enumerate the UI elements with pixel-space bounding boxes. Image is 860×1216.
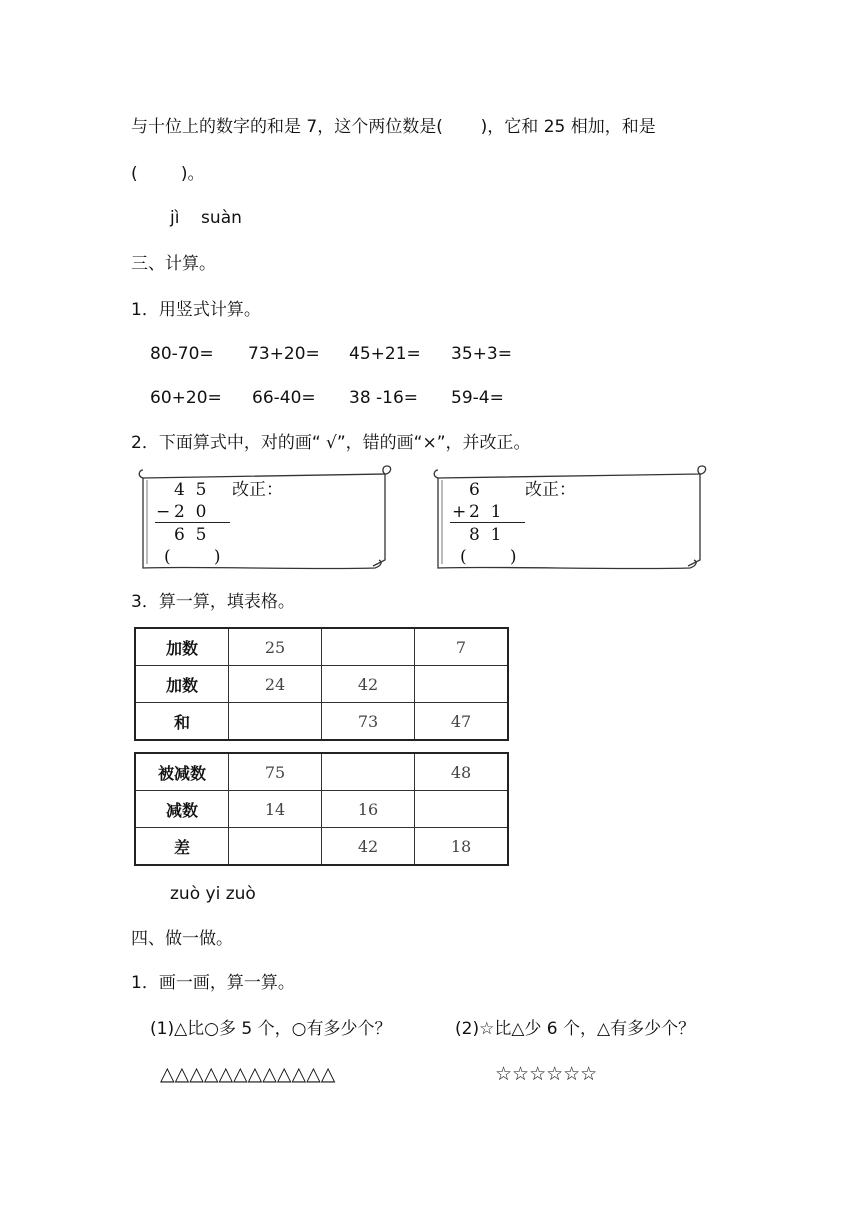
section-4-title: 四、做一做。 — [131, 929, 233, 949]
table-cell: 24 — [229, 666, 322, 703]
equation: 45+21= — [349, 344, 421, 364]
table-row — [135, 828, 508, 866]
left-top-number: 4 5 — [174, 480, 207, 500]
table-cell: 16 — [322, 791, 415, 828]
table-cell: 73 — [322, 703, 415, 741]
intro-line-1: 与十位上的数字的和是 7，这个两位数是( )，它和 25 相加，和是 — [131, 117, 656, 137]
table-header-cell: 和 — [135, 703, 229, 741]
subtraction-table — [134, 752, 509, 866]
equation: 35+3= — [451, 344, 512, 364]
pinyin-jisuan: jì suàn — [170, 208, 242, 228]
table-row — [135, 791, 508, 828]
table-header-cell: 差 — [135, 828, 229, 866]
table-cell — [415, 791, 509, 828]
table-cell: 42 — [322, 828, 415, 866]
table-row — [135, 666, 508, 703]
intro-line-2: ( )。 — [131, 164, 205, 184]
equation: 60+20= — [150, 388, 222, 408]
table-cell: 75 — [229, 753, 322, 791]
table-cell: 18 — [415, 828, 509, 866]
table-cell — [322, 753, 415, 791]
left-result: 6 5 — [174, 525, 207, 545]
equation: 66-40= — [252, 388, 316, 408]
left-answer-paren: ( ) — [164, 547, 221, 567]
table-row — [135, 703, 508, 741]
equation: 73+20= — [248, 344, 320, 364]
table-row — [135, 753, 508, 791]
right-sum-line — [450, 522, 525, 523]
pinyin-zuoyizuo: zuò yi zuò — [170, 884, 256, 904]
question-3-title: 3．算一算，填表格。 — [131, 592, 295, 612]
table-header-cell: 减数 — [135, 791, 229, 828]
left-operator: − — [156, 502, 171, 522]
table-cell — [229, 703, 322, 741]
right-second-number: 2 1 — [469, 502, 502, 522]
table-row — [135, 628, 508, 666]
equation: 59-4= — [451, 388, 504, 408]
equation: 38 -16= — [349, 388, 419, 408]
table-cell: 42 — [322, 666, 415, 703]
question-2-title: 2．下面算式中，对的画“ √”，错的画“×”，并改正。 — [131, 433, 531, 453]
right-correct-label: 改正： — [525, 480, 576, 500]
table-cell — [229, 828, 322, 866]
problem-2: (2)☆比△少 6 个，△有多少个？ — [455, 1019, 696, 1039]
table-cell — [415, 666, 509, 703]
right-top-number: 6 — [469, 480, 480, 500]
table-header-cell: 加数 — [135, 666, 229, 703]
triangle-row: △△△△△△△△△△△△ — [160, 1063, 336, 1085]
table-header-cell: 加数 — [135, 628, 229, 666]
table-cell: 7 — [415, 628, 509, 666]
question-1-title: 1．用竖式计算。 — [131, 300, 261, 320]
equation: 80-70= — [150, 344, 214, 364]
addition-table — [134, 627, 509, 741]
table-cell: 25 — [229, 628, 322, 666]
left-second-number: 2 0 — [174, 502, 207, 522]
right-result: 8 1 — [469, 525, 502, 545]
problem-1: (1)△比○多 5 个，○有多少个？ — [150, 1019, 392, 1039]
section-3-title: 三、计算。 — [131, 254, 216, 274]
right-answer-paren: ( ) — [460, 547, 517, 567]
table-cell — [322, 628, 415, 666]
right-operator: + — [452, 502, 467, 522]
table-cell: 48 — [415, 753, 509, 791]
table-header-cell: 被减数 — [135, 753, 229, 791]
star-row: ☆☆☆☆☆☆ — [495, 1063, 598, 1085]
left-sum-line — [155, 522, 230, 523]
question-1-draw-title: 1．画一画，算一算。 — [131, 973, 295, 993]
table-cell: 47 — [415, 703, 509, 741]
left-correct-label: 改正： — [232, 480, 283, 500]
table-cell: 14 — [229, 791, 322, 828]
